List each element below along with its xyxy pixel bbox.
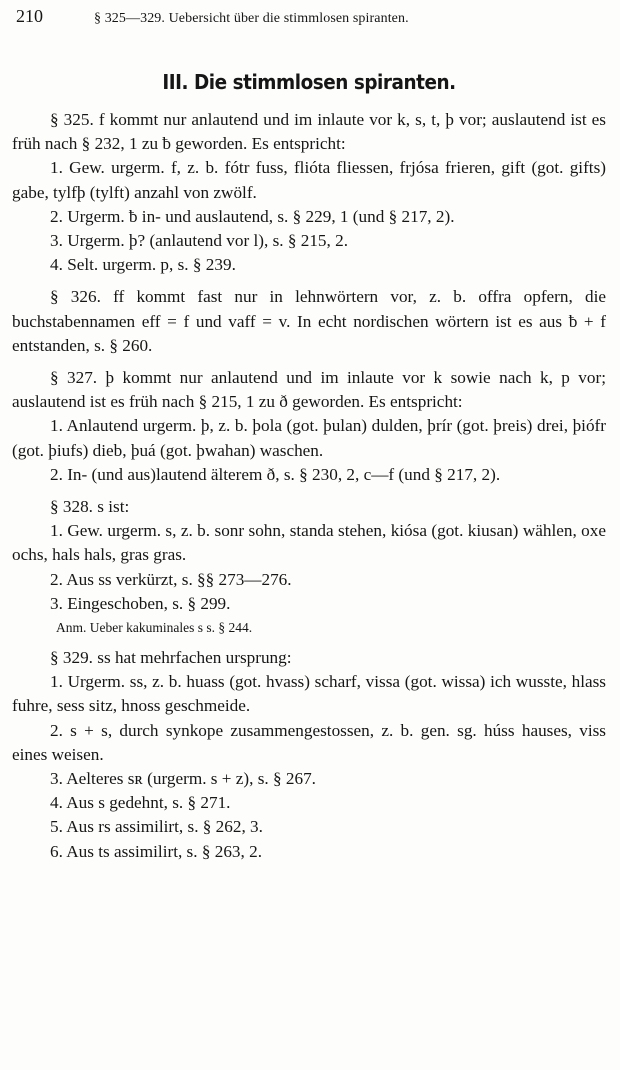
page-number: 210 bbox=[16, 6, 43, 26]
section-325-item-1: 1. Gew. urgerm. f, z. b. fótr fuss, flióta fliessen, frjósa frieren, gift (got. gifts) gabe, tylfþ (tylft) anzahl von zwölf. bbox=[12, 158, 606, 202]
section-328-item-2: 2. Aus ss verkürzt, s. §§ 273—276. bbox=[50, 569, 292, 589]
section-329-item-6: 6. Aus ts assimilirt, s. § 263, 2. bbox=[50, 841, 262, 861]
section-325-item-3: 3. Urgerm. þ? (anlautend vor l), s. § 215, 2. bbox=[50, 231, 349, 251]
section-328-note: Anm. Ueber kakuminales s s. § 244. bbox=[56, 620, 253, 636]
section-326-text: § 326. ff kommt fast nur in lehnwörtern vor, z. b. offra opfern, die buchstabennamen eff = f und vaff = v. In echt nordischen wörtern ist es aus ƀ + f entstanden, s. § 260. bbox=[12, 287, 606, 355]
section-325-item-4: 4. Selt. urgerm. p, s. § 239. bbox=[50, 255, 236, 275]
section-327-item-1: 1. Anlautend urgerm. þ, z. b. þola (got. þulan) dulden, þrír (got. þreis) drei, þiófr (got. þiufs) dieb, þuá (got. þwahan) waschen. bbox=[12, 416, 606, 460]
section-325-text: § 325. f kommt nur anlautend und im inlaute vor k, s, t, þ vor; auslautend ist es früh nach § 232, 1 zu ƀ geworden. Es entspricht: bbox=[12, 110, 606, 154]
section-327-text: § 327. þ kommt nur anlautend und im inlaute vor k sowie nach k, p vor; auslautend ist es früh nach § 215, 1 zu ð geworden. Es entspricht: bbox=[12, 368, 606, 412]
section-329 bbox=[12, 646, 606, 864]
running-title: § 325—329. Uebersicht über die stimmlosen spiranten. bbox=[94, 11, 409, 26]
section-329-item-2: 2. s + s, durch synkope zusammengestossen, z. b. gen. sg. húss hauses, viss eines weisen. bbox=[12, 720, 606, 764]
section-329-item-1: 1. Urgerm. ss, z. b. huass (got. hvass) scharf, vissa (got. wissa) ich wusste, hlass fuhre, sess sitz, hnoss geschmeide. bbox=[12, 672, 606, 716]
section-329-text: § 329. ss hat mehrfachen ursprung: bbox=[50, 648, 292, 668]
section-328-item-1: 1. Gew. urgerm. s, z. b. sonr sohn, standa stehen, kiósa (got. kiusan) wählen, oxe ochs, hals hals, gras gras. bbox=[12, 521, 606, 565]
running-head bbox=[12, 6, 606, 32]
section-329-item-4: 4. Aus s gedehnt, s. § 271. bbox=[50, 793, 231, 813]
section-328 bbox=[12, 495, 606, 638]
chapter-title: III. Die stimmlosen spiranten. bbox=[162, 70, 456, 94]
section-329-item-3: 3. Aelteres sʀ (urgerm. s + z), s. § 267. bbox=[50, 769, 316, 789]
section-325 bbox=[12, 108, 606, 277]
section-327-item-2: 2. In- (und aus)lautend älterem ð, s. § 230, 2, c—f (und § 217, 2). bbox=[50, 464, 501, 484]
section-329-item-5: 5. Aus rs assimilirt, s. § 262, 3. bbox=[50, 817, 263, 837]
section-327 bbox=[12, 366, 606, 487]
section-326 bbox=[12, 285, 606, 358]
section-325-item-2: 2. Urgerm. ƀ in- und auslautend, s. § 229, 1 (und § 217, 2). bbox=[50, 206, 455, 226]
section-328-item-3: 3. Eingeschoben, s. § 299. bbox=[50, 593, 231, 613]
section-328-text: § 328. s ist: bbox=[50, 497, 130, 517]
